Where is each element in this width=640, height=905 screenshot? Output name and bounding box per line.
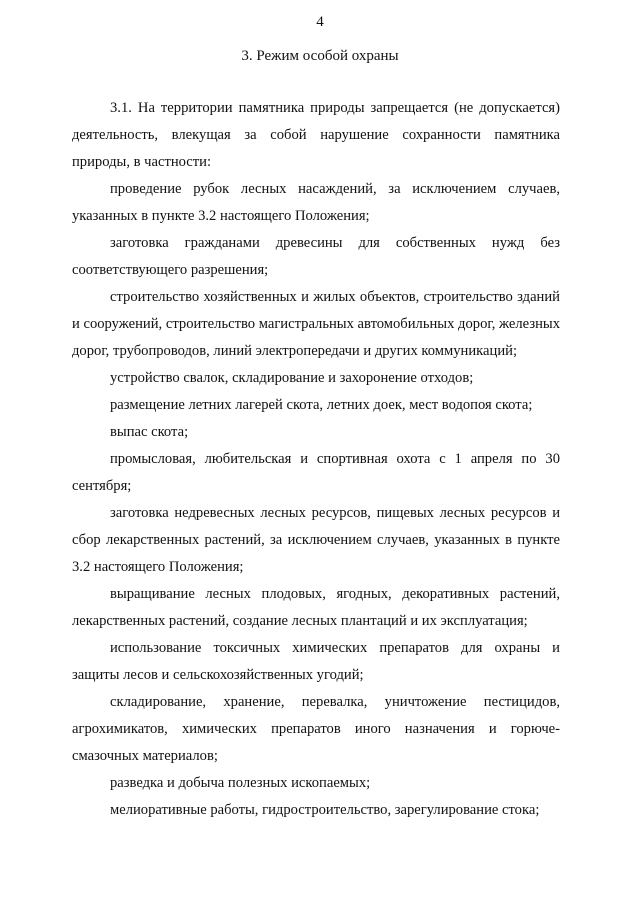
list-item: строительство хозяйственных и жилых объектов, строительство зданий и сооружений, строительство магистральных автомобильных дорог, железных дорог, трубопроводов, линий электропередачи и других коммуникаций; — [72, 289, 560, 359]
page-number: 4 — [316, 14, 324, 30]
list-item: размещение летних лагерей скота, летних доек, мест водопоя скота; — [110, 397, 533, 413]
list-item: разведка и добыча полезных ископаемых; — [110, 775, 371, 791]
section-title: 3. Режим особой охраны — [241, 48, 399, 64]
list-item: использование токсичных химических препаратов для охраны и защиты лесов и сельскохозяйственных угодий; — [72, 640, 560, 683]
list-item: заготовка гражданами древесины для собственных нужд без соответствующего разрешения; — [72, 235, 560, 278]
list-item: выращивание лесных плодовых, ягодных, декоративных растений, лекарственных растений, создание лесных плантаций и их эксплуатация; — [72, 586, 560, 629]
list-item: устройство свалок, складирование и захоронение отходов; — [110, 370, 474, 386]
list-item: проведение рубок лесных насаждений, за исключением случаев, указанных в пункте 3.2 настоящего Положения; — [72, 181, 560, 224]
paragraph-intro: 3.1. На территории памятника природы запрещается (не допускается) деятельность, влекущая за собой нарушение сохранности памятника природы, в частности: — [72, 100, 560, 170]
list-item: выпас скота; — [110, 424, 189, 440]
list-item: заготовка недревесных лесных ресурсов, пищевых лесных ресурсов и сбор лекарственных растений, за исключением случаев, указанных в пункте 3.2 настоящего Положения; — [72, 505, 560, 575]
document-body — [72, 95, 560, 824]
list-item: мелиоративные работы, гидростроительство, зарегулирование стока; — [110, 802, 540, 818]
list-item: складирование, хранение, перевалка, уничтожение пестицидов, агрохимикатов, химических препаратов иного назначения и горюче-смазочных материалов; — [72, 694, 560, 764]
list-item: промысловая, любительская и спортивная охота с 1 апреля по 30 сентября; — [72, 451, 560, 494]
